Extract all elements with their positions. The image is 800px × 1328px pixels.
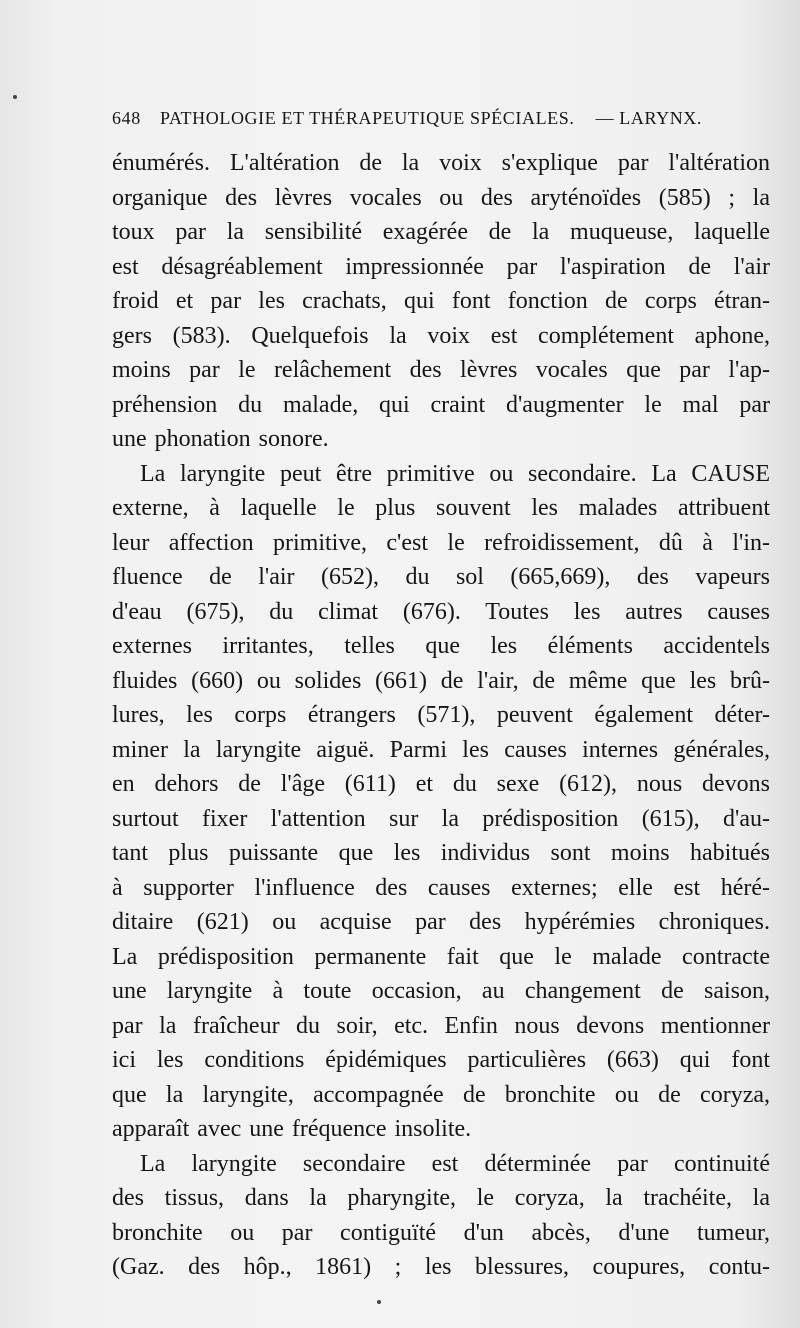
text-line: externes irritantes, telles que les éléments accidentels [112, 633, 770, 659]
text-line: bronchite ou par contiguïté d'un abcès, d'une tumeur, [112, 1219, 770, 1246]
text-line: est désagréablement impressionnée par l'aspiration de l'air [112, 253, 770, 280]
text-line: des tissus, dans la pharyngite, le coryza, la trachéite, la [112, 1185, 770, 1211]
text-line: ditaire (621) ou acquise par des hypérémies chroniques. [112, 909, 770, 935]
text-line: une phonation sonore. [112, 426, 329, 452]
text-line: lures, les corps étrangers (571), peuvent également déter- [112, 702, 770, 728]
page-number: 648 [112, 108, 141, 128]
text-line: à supporter l'influence des causes externes; elle est héré- [112, 874, 770, 901]
text-line: une laryngite à toute occasion, au changement de saison, [112, 978, 770, 1004]
scan-speck [13, 95, 17, 99]
scan-speck [377, 1300, 381, 1304]
text-line: moins par le relâchement des lèvres vocales que par l'ap- [112, 357, 770, 383]
text-line: fluides (660) ou solides (661) de l'air, de même que les brû- [112, 667, 770, 694]
text-line: que la laryngite, accompagnée de bronchite ou de coryza, [112, 1081, 770, 1108]
text-line: La laryngite secondaire est déterminée par continuité [140, 1150, 770, 1177]
running-title: PATHOLOGIE ET THÉRAPEUTIQUE SPÉCIALES. [160, 108, 575, 128]
text-line: (Gaz. des hôp., 1861) ; les blessures, coupures, contu- [112, 1254, 770, 1280]
text-line: froid et par les crachats, qui font fonction de corps étran- [112, 288, 770, 314]
text-line: La prédisposition permanente fait que le malade contracte [112, 943, 770, 970]
text-line: toux par la sensibilité exagérée de la muqueuse, laquelle [112, 219, 770, 245]
text-line: ici les conditions épidémiques particulières (663) qui font [112, 1047, 770, 1073]
text-line: gers (583). Quelquefois la voix est complétement aphone, [112, 322, 770, 349]
text-line: par la fraîcheur du soir, etc. Enfin nous devons mentionner [112, 1012, 770, 1039]
text-line: préhension du malade, qui craint d'augmenter le mal par [112, 391, 770, 418]
running-section: — LARYNX. [595, 108, 702, 128]
text-line: surtout fixer l'attention sur la prédisposition (615), d'au- [112, 805, 770, 832]
text-line: externe, à laquelle le plus souvent les malades attribuent [112, 495, 770, 521]
text-line: organique des lèvres vocales ou des aryténoïdes (585) ; la [112, 184, 770, 211]
text-line: La laryngite peut être primitive ou secondaire. La CAUSE [140, 460, 770, 487]
text-line: tant plus puissante que les individus sont moins habitués [112, 840, 770, 866]
body-text [112, 146, 770, 1285]
text-line: apparaît avec une fréquence insolite. [112, 1116, 472, 1142]
running-header [112, 108, 702, 138]
text-line: énumérés. L'altération de la voix s'explique par l'altération [112, 150, 770, 176]
text-line: leur affection primitive, c'est le refroidissement, dû à l'in- [112, 529, 770, 556]
text-line: fluence de l'air (652), du sol (665,669), des vapeurs [112, 564, 770, 590]
text-line: miner la laryngite aiguë. Parmi les causes internes générales, [112, 736, 770, 763]
text-line: d'eau (675), du climat (676). Toutes les autres causes [112, 598, 770, 625]
text-line: en dehors de l'âge (611) et du sexe (612), nous devons [112, 771, 770, 797]
